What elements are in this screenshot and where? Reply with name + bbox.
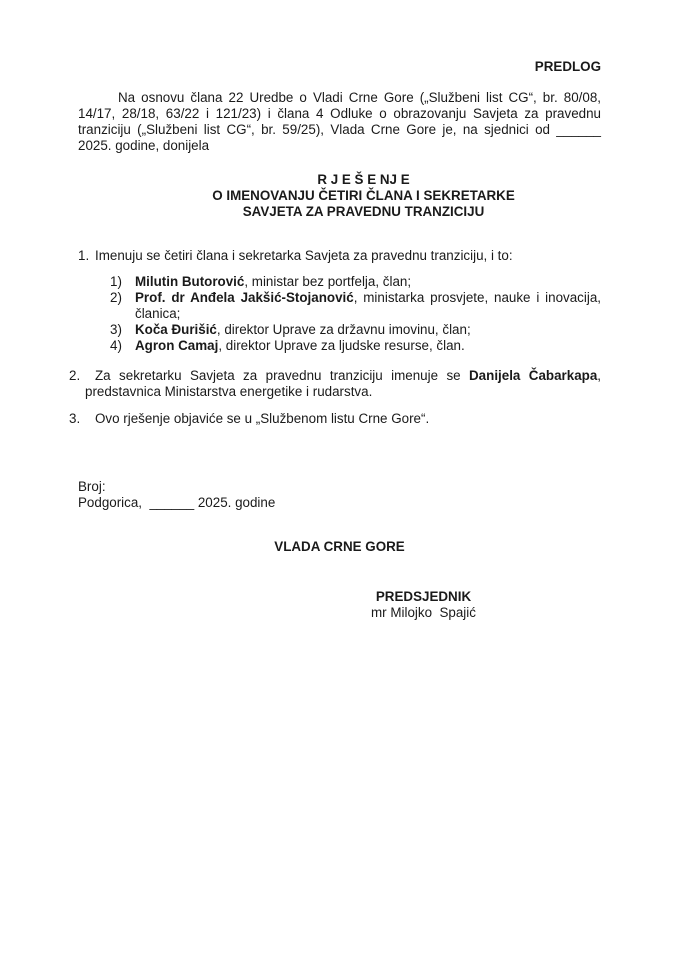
decree-title-line-1: R J E Š E NJ E (317, 172, 410, 187)
member-row (110, 338, 601, 354)
number-place-block (78, 479, 601, 511)
list-item-3 (69, 411, 601, 427)
member-name: Prof. dr Anđela Jakšić-Stojanović (135, 290, 354, 305)
list-item-2-line-2: predstavnica Ministarstva energetike i rudarstva. (85, 384, 373, 399)
member-marker: 2) (110, 290, 122, 305)
member-name: Koča Đurišić (135, 322, 217, 337)
decree-title-line-3: SAVJETA ZA PRAVEDNU TRANZICIJU (242, 204, 485, 219)
member-marker: 3) (110, 322, 122, 337)
member-name: Milutin Butorović (135, 274, 245, 289)
member-list (110, 274, 601, 354)
decree-title-line-2: O IMENOVANJU ČETIRI ČLANA I SEKRETARKE (212, 188, 515, 203)
member-row (110, 290, 601, 322)
member-row (110, 274, 601, 290)
member-name: Agron Camaj (135, 338, 219, 353)
list-item-1-text: Imenuju se četiri člana i sekretarka Savjeta za pravednu tranziciju, i to: (95, 248, 513, 263)
president-title: PREDSJEDNIK (375, 589, 472, 604)
member-marker: 4) (110, 338, 122, 353)
secretary-name: Danijela Čabarkapa (469, 368, 598, 383)
list-item-3-marker: 3. (69, 411, 81, 426)
member-row (110, 322, 601, 338)
president-name: mr Milojko Spajić (371, 605, 476, 620)
member-marker: 1) (110, 274, 122, 289)
intro-line: 14/17, 28/18, 63/22 i 121/23) i člana 4 Odluke o obrazovanju Savjeta za pravednu (78, 106, 601, 121)
member-role: , direktor Uprave za državnu imovinu, član; (216, 322, 471, 337)
intro-line: 2025. godine, donijela (78, 138, 210, 153)
signature-block (246, 589, 601, 621)
predlog-tag: PREDLOG (534, 59, 601, 74)
member-role: , direktor Uprave za ljudske resurse, član. (218, 338, 465, 353)
list-item-2-tail: , (597, 368, 601, 383)
place-date-line: Podgorica, ______ 2025. godine (78, 495, 276, 510)
list-item-2-marker: 2. (69, 368, 81, 383)
member-role: , ministarka prosvjete, nauke i inovacija, (353, 290, 601, 305)
list-item-1 (78, 248, 601, 264)
list-item-1-marker: 1. (78, 248, 90, 263)
intro-line: Na osnovu člana 22 Uredbe o Vladi Crne Gore („Službeni list CG“, br. 80/08, (118, 90, 601, 105)
broj-label: Broj: (78, 479, 106, 494)
member-role-wrap: članica; (135, 306, 181, 321)
list-item-2 (69, 368, 601, 400)
list-item-2-line-1 (69, 368, 601, 384)
government-name: VLADA CRNE GORE (274, 539, 405, 554)
decree-title (126, 172, 601, 220)
list-item-2-text: Za sekretarku Savjeta za pravednu tranziciju imenuje se (95, 368, 470, 383)
member-role: , ministar bez portfelja, član; (244, 274, 412, 289)
member-row-line (110, 290, 601, 306)
list-item-3-text: Ovo rješenje objaviće se u „Službenom listu Crne Gore“. (95, 411, 430, 426)
intro-line: tranziciju („Službeni list CG“, br. 59/25), Vlada Crne Gore je, na sjednici od ______ (78, 122, 601, 137)
intro-paragraph (78, 90, 601, 154)
